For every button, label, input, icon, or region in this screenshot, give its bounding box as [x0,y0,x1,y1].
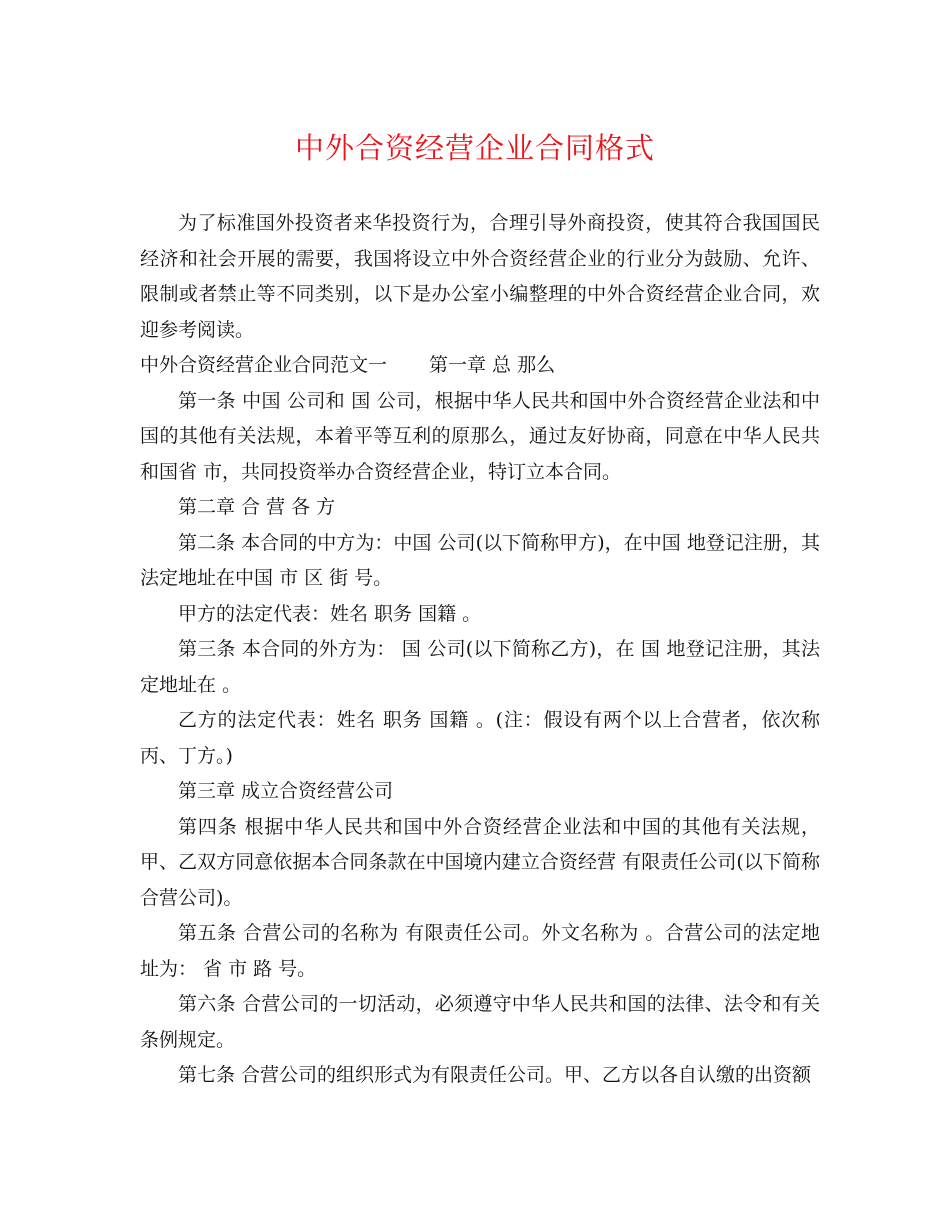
sample-heading: 中外合资经营企业合同范文一 [140,354,388,376]
chapter-3-heading: 第三章 成立合资经营公司 [178,780,394,802]
document-title: 中外合资经营企业合同格式 [294,131,655,165]
document-body [140,206,820,1094]
party-b-representative: 乙方的法定代表：姓名 职务 国籍 。(注：假设有两个以上合营者，依次称 丙、丁方。) [140,709,820,767]
article-6: 第六条 合营公司的一切活动，必须遵守中华人民共和国的法律、法令和有关条例规定。 [140,993,820,1051]
chapter-2-heading: 第二章 合 营 各 方 [178,496,336,518]
article-4: 第四条 根据中华人民共和国中外合资经营企业法和中国的其他有关法规， 甲、乙双方同意依据本合同条款在中国境内建立合资经营 有限责任公司(以下简称合营公司)。 [140,815,820,909]
intro-paragraph: 为了标准国外投资者来华投资行为，合理引导外商投资，使其符合我国国民经济和社会开展的需要，我国将设立中外合资经营企业的行业分为鼓励、允许、限制或者禁止等不同类别，以下是办公室小编整理的中外合资经营企业合同，欢迎参考阅读。 [140,212,820,341]
article-1: 第一条 中国 公司和 国 公司，根据中华人民共和国中外合资经营企业法和中国的其他有关法规，本着平等互利的原那么，通过友好协商，同意在中华人民共和国省 市，共同投资举办合资经营企业，特订立本合同。 [140,389,820,483]
article-7: 第七条 合营公司的组织形式为有限责任公司。甲、乙方以各自认缴的出资额 [178,1064,812,1086]
article-5: 第五条 合营公司的名称为 有限责任公司。外文名称为 。合营公司的法定地址为： 省 市 路 号。 [140,922,820,980]
party-a-representative: 甲方的法定代表：姓名 职务 国籍 。 [178,602,482,625]
article-3: 第三条 本合同的外方为： 国 公司(以下简称乙方)，在 国 地登记注册，其法定地址在 。 [140,638,820,696]
sample-heading-line [140,348,820,384]
article-2: 第二条 本合同的中方为：中国 公司(以下简称甲方)，在中国 地登记注册，其法定地址在中国 市 区 街 号。 [140,531,820,589]
chapter-1-heading: 第一章 总 那么 [429,354,556,376]
